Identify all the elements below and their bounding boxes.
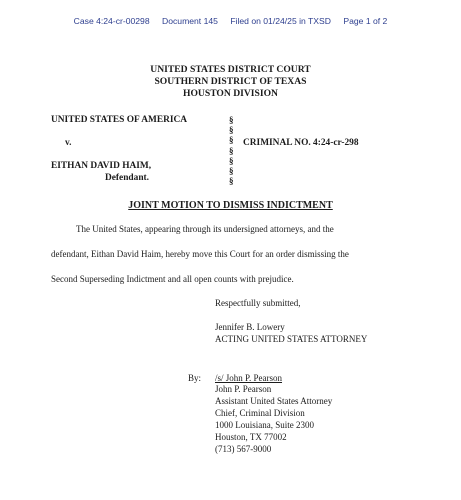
section-mark: § (229, 176, 234, 187)
body-line-2: defendant, Eithan David Haim, hereby move this Court for an order dismissing the (51, 249, 349, 259)
section-mark: § (229, 155, 234, 166)
signer-division: Chief, Criminal Division (215, 408, 305, 418)
section-mark: § (229, 145, 234, 156)
respectfully-submitted: Respectfully submitted, (215, 298, 301, 308)
motion-title: JOINT MOTION TO DISMISS INDICTMENT (128, 200, 333, 211)
by-label: By: (188, 373, 202, 383)
electronic-signature: /s/ John P. Pearson (215, 373, 283, 383)
section-mark: § (229, 165, 234, 176)
plaintiff-name: UNITED STATES OF AMERICA (51, 115, 188, 125)
defendant-name: EITHAN DAVID HAIM, (51, 161, 152, 171)
section-mark: § (229, 135, 234, 146)
office-phone: (713) 567-9000 (215, 444, 272, 454)
section-mark: § (229, 125, 234, 136)
case-caption (51, 115, 431, 187)
criminal-number: CRIMINAL NO. 4:24-cr-298 (243, 138, 359, 148)
office-address: 1000 Louisiana, Suite 2300 (215, 420, 314, 430)
signer-name: John P. Pearson (215, 384, 272, 394)
court-name: UNITED STATES DISTRICT COURT (150, 64, 311, 75)
page-number: Page 1 of 2 (343, 16, 388, 26)
filed-date: Filed on 01/24/25 in TXSD (230, 16, 331, 26)
court-district: SOUTHERN DISTRICT OF TEXAS (154, 76, 307, 87)
office-city: Houston, TX 77002 (215, 432, 287, 442)
signer-role: Assistant United States Attorney (215, 396, 333, 406)
us-attorney-name: Jennifer B. Lowery (215, 322, 285, 332)
section-mark: § (229, 115, 234, 125)
case-number: Case 4:24-cr-00298 (73, 16, 150, 26)
section-marks (229, 115, 234, 186)
court-heading (0, 64, 461, 100)
court-division: HOUSTON DIVISION (183, 88, 278, 99)
filing-header-stamp (0, 16, 461, 26)
us-attorney-title: ACTING UNITED STATES ATTORNEY (215, 334, 368, 344)
defendant-role: Defendant. (105, 173, 150, 183)
body-line-1: The United States, appearing through its undersigned attorneys, and the (76, 224, 334, 234)
versus-label: v. (65, 138, 72, 148)
body-line-3: Second Superseding Indictment and all open counts with prejudice. (51, 274, 294, 284)
document-number: Document 145 (162, 16, 218, 26)
